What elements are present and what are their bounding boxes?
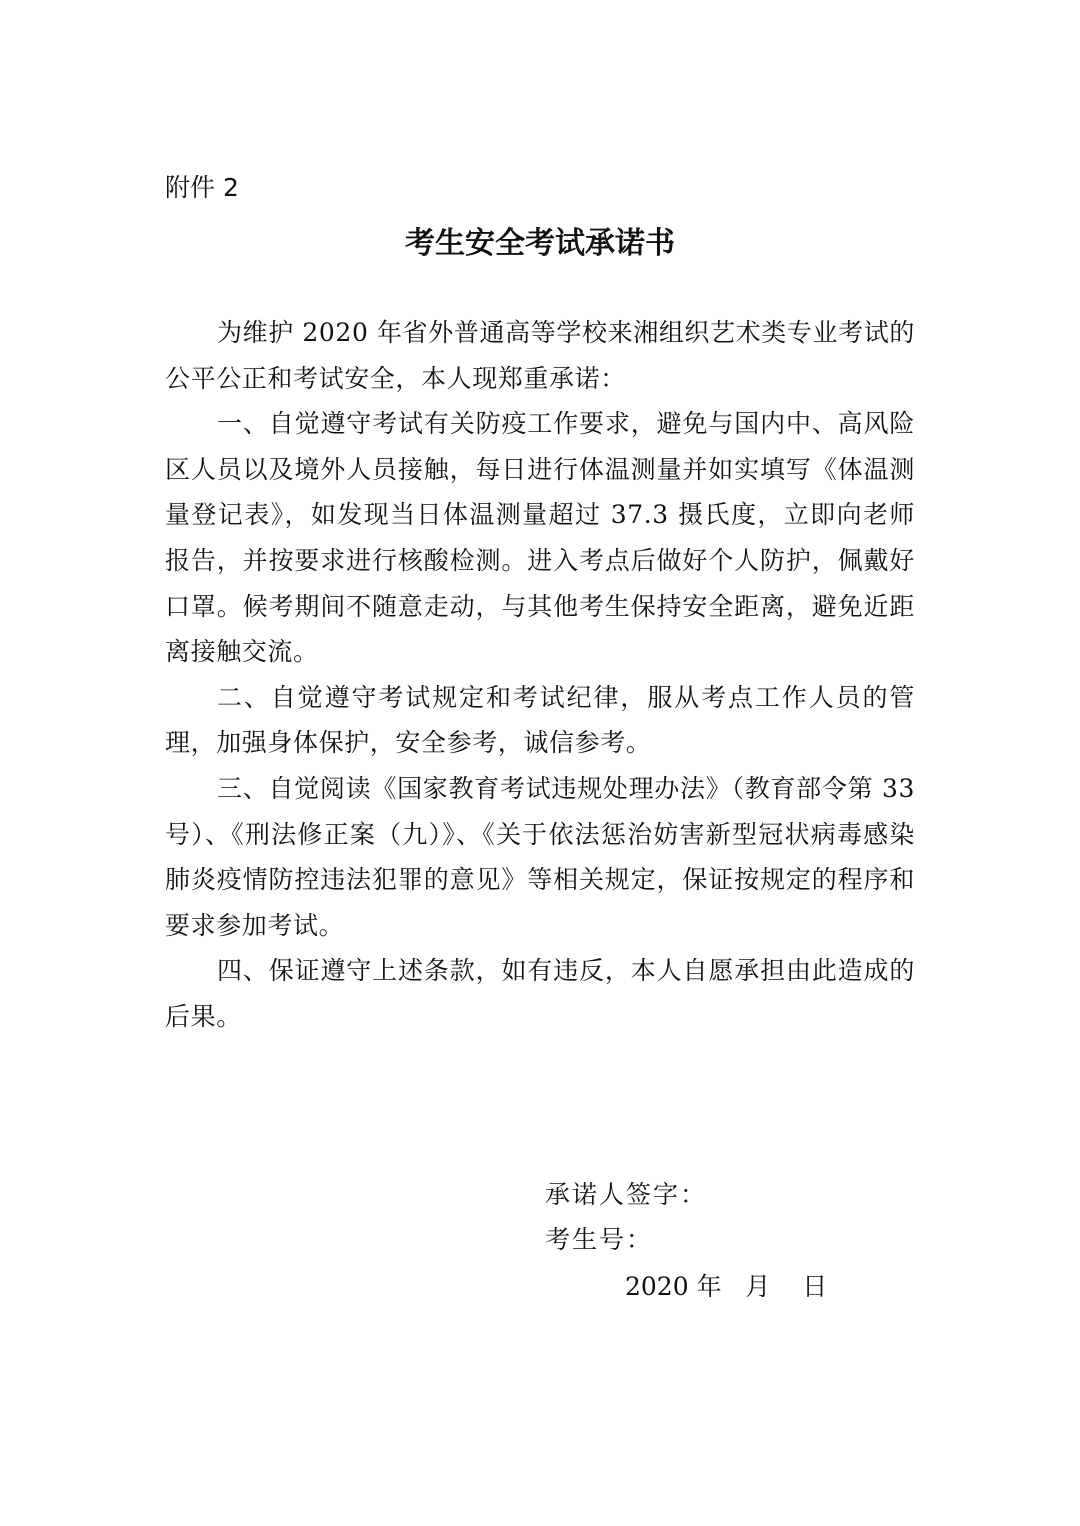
clause-one-paragraph: 一、自觉遵守考试有关防疫工作要求，避免与国内中、高风险区人员以及境外人员接触，每日进行体温测量并如实填写《体温测量登记表》，如发现当日体温测量超过 37.3 摄氏度，立即向老师报告，并按要求进行核酸检测。进入考点后做好个人防护，佩戴好口罩。候考期间不随意走动，与其他考生保持安全距离，避免近距离接触交流。 bbox=[165, 409, 915, 667]
date-line: 2020 年 月 日 bbox=[625, 1272, 828, 1301]
clause-four-paragraph: 四、保证遵守上述条款，如有违反，本人自愿承担由此造成的后果。 bbox=[165, 956, 915, 1031]
clause-three-paragraph: 三、自觉阅读《国家教育考试违规处理办法》（教育部令第 33 号）、《刑法修正案（九）》、《关于依法惩治妨害新型冠状病毒感染肺炎疫情防控违法犯罪的意见》等相关规定，保证按规定的程序和要求参加考试。 bbox=[165, 773, 915, 940]
intro-paragraph: 为维护 2020 年省外普通高等学校来湘组织艺术类专业考试的公平公正和考试安全，本人现郑重承诺： bbox=[165, 318, 915, 393]
signer-label: 承诺人签字： bbox=[545, 1180, 708, 1209]
attachment-label: 附件 2 bbox=[165, 173, 239, 202]
document-title: 考生安全考试承诺书 bbox=[405, 226, 675, 261]
commitment-body bbox=[165, 310, 915, 1040]
exam-number-label: 考生号： bbox=[545, 1225, 654, 1254]
clause-two-paragraph: 二、自觉遵守考试规定和考试纪律，服从考点工作人员的管理，加强身体保护，安全参考，诚信参考。 bbox=[165, 682, 915, 758]
signature-block bbox=[545, 1172, 707, 1262]
